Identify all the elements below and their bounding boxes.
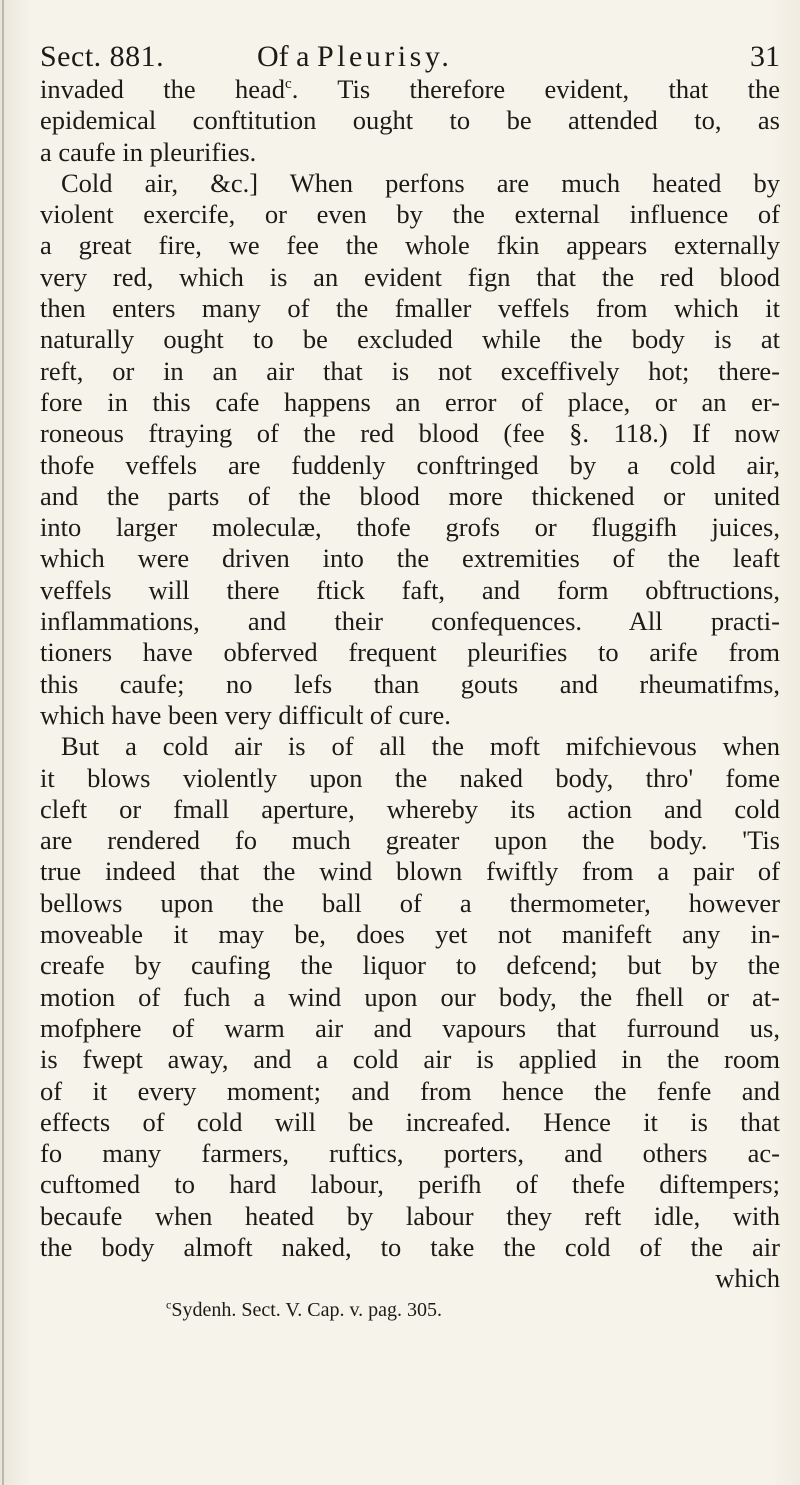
page-text-block: [40, 22, 780, 1323]
paragraph: [40, 74, 780, 168]
text-line: of it every moment; and from hence the fenfe and: [40, 1075, 780, 1106]
text-line: bellows upon the ball of a thermometer, however: [40, 887, 780, 918]
text-line: a caufe in pleurifies.: [40, 136, 257, 167]
text-line: violent exercife, or even by the external influence of: [40, 199, 780, 230]
text-line: into larger moleculæ, thofe grofs or fluggifh juices,: [40, 512, 780, 543]
text-line: which were driven into the extremities of the leaft: [40, 543, 780, 574]
text-line: naturally ought to be excluded while the body is at: [40, 324, 780, 355]
text-line: which have been very difficult of cure.: [40, 699, 451, 730]
footnote-text: Sydenh. Sect. V. Cap. v. pag. 305.: [171, 1298, 443, 1321]
text-line: mofphere of warm air and vapours that furround us,: [40, 1012, 780, 1043]
text-fragment: Tis therefore evident, that the: [337, 74, 780, 104]
running-head-title: [257, 40, 452, 74]
running-head-title-prefix: Of a: [257, 40, 310, 73]
text-line: tioners have obferved frequent pleurifies to arife from: [40, 637, 780, 668]
text-line: it blows violently upon the naked body, thro' fome: [40, 762, 780, 793]
text-line: thofe veffels are fuddenly conftringed by a cold air,: [40, 449, 780, 480]
text-fragment: invaded the head: [40, 74, 286, 104]
footnote-reference: c: [285, 76, 292, 93]
text-line: motion of fuch a wind upon our body, the fhell or at-: [40, 981, 780, 1012]
page-number: 31: [750, 40, 780, 73]
text-line: veffels will there ftick faft, and form obftructions,: [40, 574, 780, 605]
text-line: this caufe; no lefs than gouts and rheumatifms,: [40, 668, 780, 699]
text-line: creafe by caufing the liquor to defcend; but by the: [40, 950, 780, 981]
running-head: [40, 22, 780, 74]
paragraph: [40, 731, 780, 1294]
running-head-title-main: Pleurisy.: [316, 40, 453, 73]
text-line: moveable it may be, does yet not manifeft any in-: [40, 919, 780, 950]
text-line: Cold air, &c.] When perfons are much heated by: [61, 167, 780, 198]
text-line: epidemical conftitution ought to be attended to, as: [40, 105, 780, 136]
footnote: [40, 1297, 780, 1323]
text-line: and the parts of the blood more thickened or united: [40, 480, 780, 511]
footnote-marker: c: [166, 1296, 172, 1311]
text-line: a great fire, we fee the whole fkin appears externally: [40, 230, 780, 261]
text-line: fo many farmers, ruftics, porters, and others ac-: [40, 1138, 780, 1169]
text-line: reft, or in an air that is not exceffively hot; there-: [40, 355, 780, 386]
body-text: [40, 74, 780, 1295]
text-line: invaded the head$^c$. Tis therefore evident, that the: [40, 74, 780, 104]
text-line: inflammations, and their confequences. All practi-: [40, 606, 780, 637]
paragraph: [40, 168, 780, 731]
text-line: effects of cold will be increafed. Hence it is that: [40, 1106, 780, 1137]
text-line: fore in this cafe happens an error of place, or an er-: [40, 386, 780, 417]
text-line: true indeed that the wind blown fwiftly from a pair of: [40, 856, 780, 887]
running-head-section: Sect. 881.: [40, 40, 165, 73]
text-line: becaufe when heated by labour they reft idle, with: [40, 1200, 780, 1231]
text-line: very red, which is an evident fign that the red blood: [40, 261, 780, 292]
text-line: are rendered fo much greater upon the body. 'Tis: [40, 825, 780, 856]
page-binding-edge: [2, 0, 4, 1485]
text-line: cuftomed to hard labour, perifh of thefe diftempers;: [40, 1169, 780, 1200]
text-line: roneous ftraying of the red blood (fee §. 118.) If now: [40, 418, 780, 449]
text-line: But a cold air is of all the moft mifchievous when: [61, 731, 780, 762]
text-line: then enters many of the fmaller veffels from which it: [40, 293, 780, 324]
text-line: the body almoft naked, to take the cold of the air: [40, 1231, 780, 1262]
catchword: which: [715, 1263, 780, 1294]
text-line: cleft or fmall aperture, whereby its action and cold: [40, 793, 780, 824]
text-line: is fwept away, and a cold air is applied in the room: [40, 1044, 780, 1075]
